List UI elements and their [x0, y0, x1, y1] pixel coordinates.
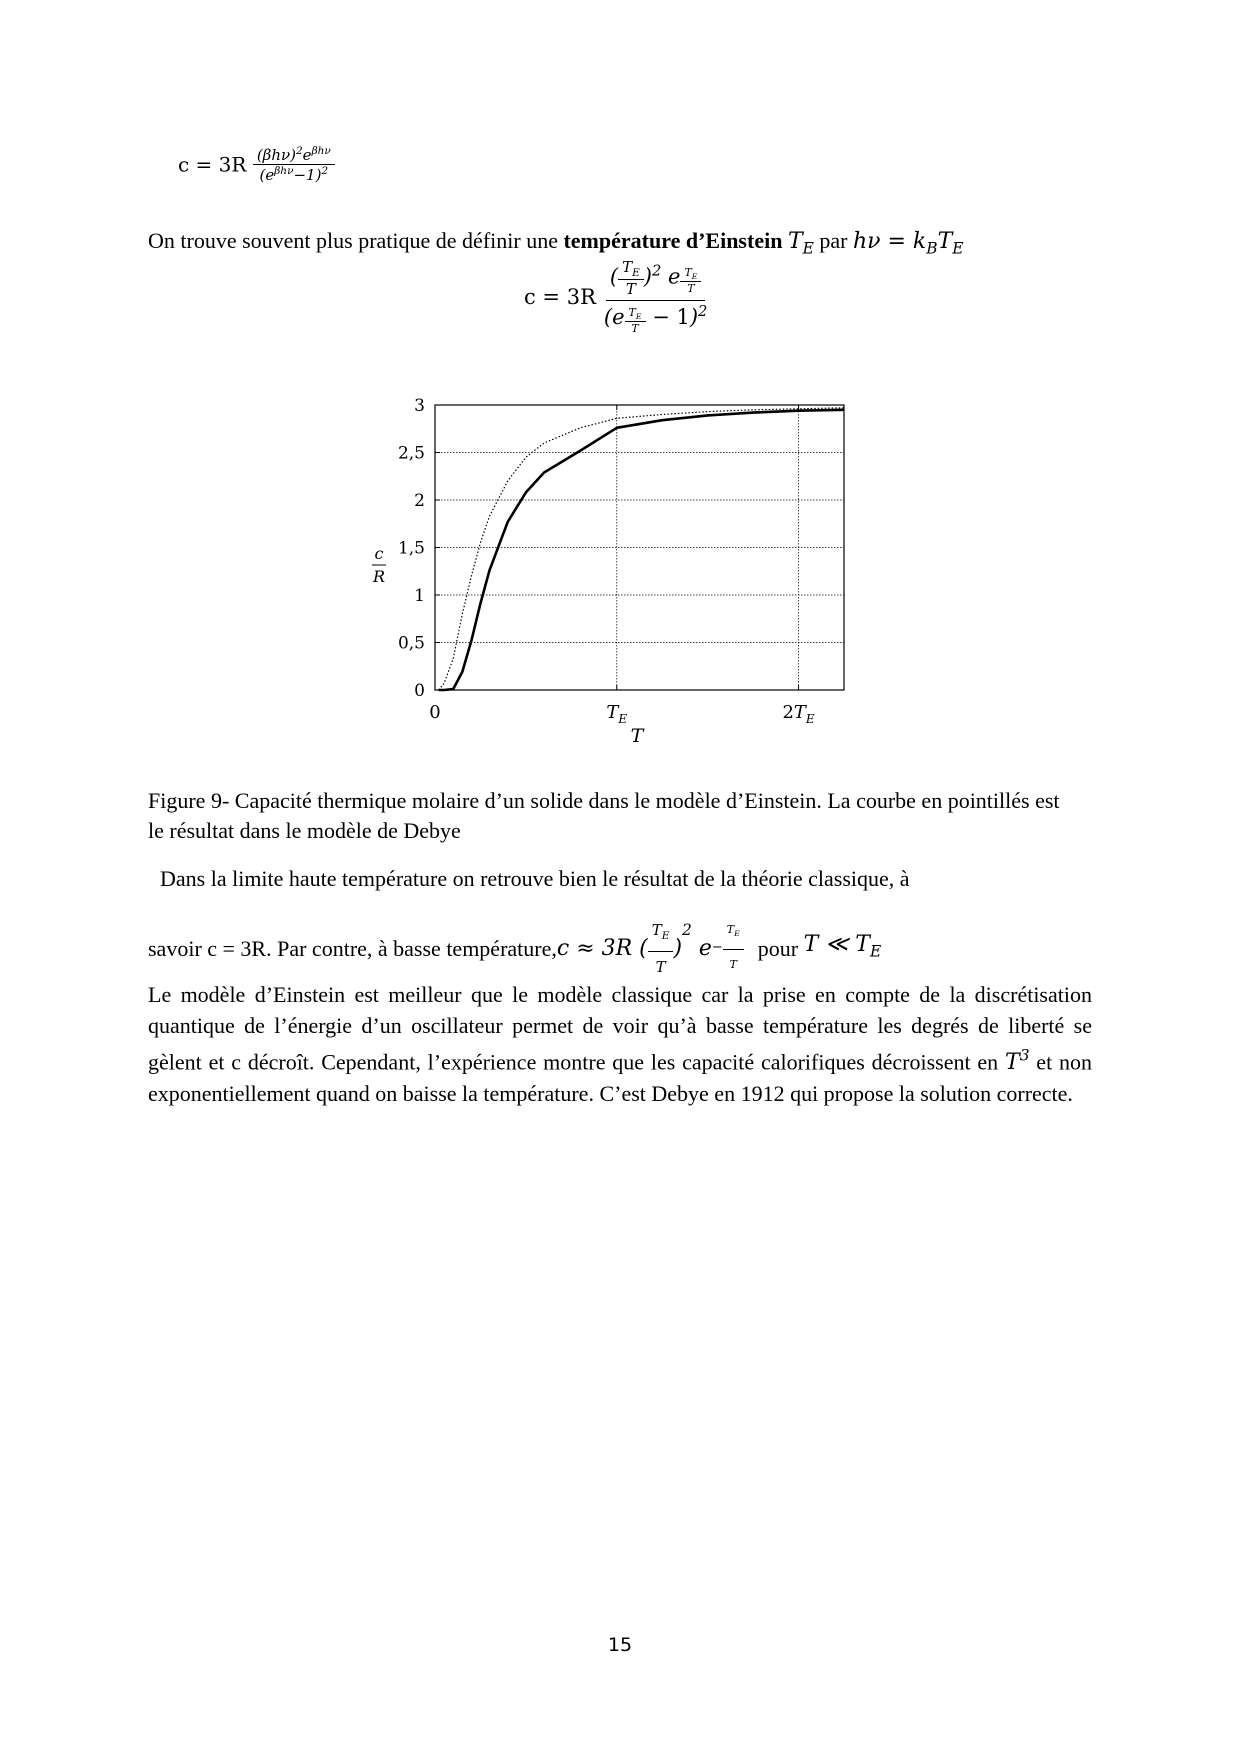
eq1-fraction — [253, 145, 335, 184]
paragraph-high-temp: Dans la limite haute température on retrouve bien le résultat de la théorie classique, à — [160, 866, 910, 891]
eq2-fraction — [600, 258, 712, 335]
eq2-numerator: ( $\frac{T_E}{T}$ )$^2$ e $\frac{T_E}{T}$ — [606, 258, 706, 301]
eq1-numerator: $(\beta h\nu)^2e^{\beta h\nu}$ — [253, 145, 335, 165]
y-tick-label: 0,5 — [397, 633, 425, 654]
y-tick-label: 1 — [414, 586, 425, 606]
low-temp-approximation: c ≈ 3R ( $\frac{T_E}{T}$ ) 2 e − $\frac{T_E}{T}$ — [557, 915, 744, 982]
series-line-einstein — [439, 410, 844, 690]
y-tick-label: 2,5 — [397, 443, 425, 464]
paragraph-conclusion: Le modèle d’Einstein est meilleur que le modèle classique car la prise en compte de la discrétisation quantique de l’énergie d’un oscillateur permet de voir qu’à basse température les degrés de liberté se gèlent et c décroît. Cependant, l’expérience montre que les capacité calorifiques décroissent en $T^3$ et non exponentiellement quand on baisse la température. C’est Debye en 1912 qui propose la solution correcte. — [148, 982, 1092, 1107]
x-tick-label: 0 — [429, 702, 441, 723]
y-tick-label: 3 — [414, 396, 425, 416]
y-axis-label-denominator: R — [372, 567, 386, 586]
eq2-denominator: (e $\frac{T_E}{T}$ − 1)$^2$ — [603, 303, 708, 336]
heat-capacity-chart — [360, 395, 880, 755]
figure-caption: Figure 9- Capacité thermique molaire d’un solide dans le modèle d’Einstein. La courbe en pointillés est le résultat dans le modèle de Debye — [148, 788, 1060, 843]
einstein-temperature-term: température d’Einstein — [563, 228, 783, 253]
page-number: 15 — [607, 1634, 633, 1656]
y-tick-label: 1,5 — [397, 538, 425, 559]
y-tick-label: 2 — [414, 491, 425, 511]
x-tick-label: $2T_E$ — [782, 702, 815, 726]
eq1-denominator: $(e^{\beta h\nu}-1)^2$ — [259, 165, 329, 184]
x-tick-label: $T_E$ — [606, 702, 628, 726]
series-line-debye — [439, 408, 844, 690]
y-axis-label-numerator: c — [374, 544, 384, 563]
x-axis-label: T — [630, 725, 644, 747]
eq1-lhs: c = 3R — [178, 152, 247, 177]
equation-einstein-te — [524, 258, 711, 335]
paragraph-low-temp: savoir c = 3R. Par contre, à basse température, c ≈ 3R ( $\frac{T_E}{T}$ ) 2 e − $\frac{T_E}{T}$ pour T ≪ $T_E$ — [148, 915, 1108, 982]
equation-einstein-beta — [178, 145, 335, 184]
intro-sentence: On trouve souvent plus pratique de définir une température d’Einstein $T_E$ par $h\nu = k_BT_E$ — [148, 228, 964, 258]
y-tick-label: 0 — [414, 681, 425, 701]
eq2-lhs: c = 3R — [524, 284, 596, 309]
